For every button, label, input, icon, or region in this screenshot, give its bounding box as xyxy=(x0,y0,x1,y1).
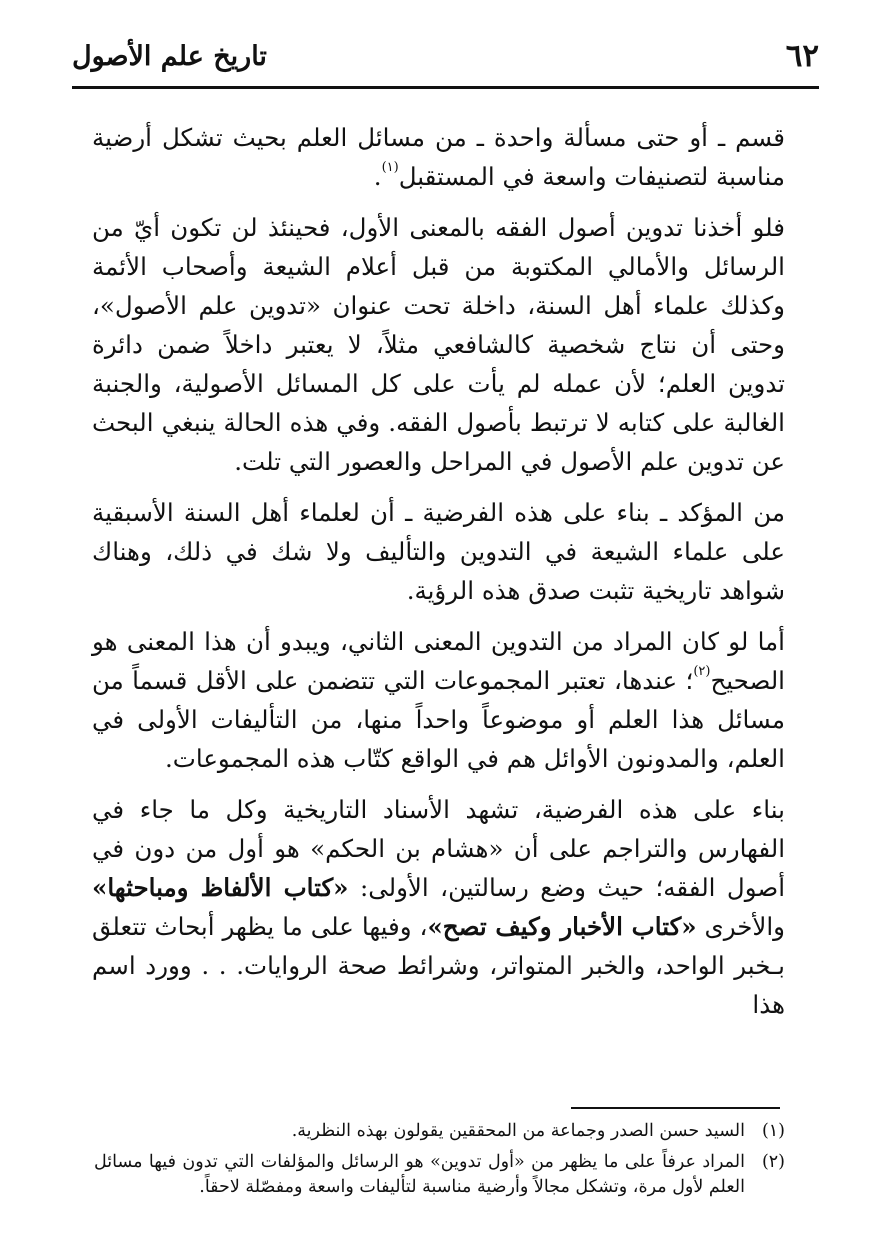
main-text xyxy=(92,118,785,1036)
header-rule xyxy=(72,86,819,89)
footnotes xyxy=(94,1119,785,1206)
footnote-reference-2: (٢) xyxy=(693,664,711,679)
book-title-alfaz: «كتاب الألفاظ ومباحثها» xyxy=(92,873,349,902)
paragraph-4-text: أما لو كان المراد من التدوين المعنى الثاني، ويبدو أن هذا المعنى هو الصحيح xyxy=(92,627,785,695)
paragraph-5-connector: والأخرى xyxy=(696,912,786,941)
paragraph-4-continuation: ؛ عندها، تعتبر المجموعات التي تتضمن على الأقل قسماً من مسائل هذا العلم أو موضوعاً واحداً منها، من التأليفات الأولى في العلم، والمدونون الأوائل هم في الواقع كتّاب هذه المجموعات. xyxy=(92,666,785,773)
paragraph-1-ending: . xyxy=(373,162,382,191)
footnote-text: السيد حسن الصدر وجماعة من المحققين يقولون بهذه النظرية. xyxy=(291,1121,745,1141)
paragraph-4 xyxy=(92,622,785,778)
footnote-item xyxy=(94,1119,785,1144)
footnote-item xyxy=(94,1150,785,1200)
paragraph-5-text: بناء على هذه الفرضية، تشهد الأسناد التاريخية وكل ما جاء في الفهارس والتراجم على أن «هشام بن الحكم» هو أول من دون في أصول الفقه؛ حيث وضع رسالتين، الأولى: xyxy=(92,795,785,902)
footnote-text: المراد عرفاً على ما يظهر من «أول تدوين» هو الرسائل والمؤلفات التي تدون فيها مسائل العلم لأول مرة، وتشكل مجالاً وأرضية مناسبة لتأليفات واسعة ومفصّلة لاحقاً. xyxy=(94,1152,745,1197)
running-title: تاريخ علم الأصول xyxy=(72,40,267,72)
paragraph-5-continuation: ، وفيها على ما يظهر أبحاث تتعلق بـخبر الواحد، والخبر المتواتر، وشرائط صحة الروايات. . . وورد اسم هذا xyxy=(92,912,785,1019)
footnote-number: (٢) xyxy=(761,1152,785,1172)
footnote-number: (١) xyxy=(761,1121,785,1141)
paragraph-5 xyxy=(92,790,785,1024)
paragraph-1 xyxy=(92,118,785,196)
paragraph-3: من المؤكد ـ بناء على هذه الفرضية ـ أن لعلماء أهل السنة الأسبقية على علماء الشيعة في التدوين والتأليف ولا شك في ذلك، وهناك شواهد تاريخية تثبت صدق هذه الرؤية. xyxy=(92,498,785,605)
footnote-reference-1: (١) xyxy=(381,160,399,175)
page-number: ٦٢ xyxy=(785,37,819,74)
footnote-separator xyxy=(571,1107,780,1109)
book-title-akhbar: «كتاب الأخبار وكيف تصح» xyxy=(427,912,697,941)
paragraph-1-text: قسم ـ أو حتى مسألة واحدة ـ من مسائل العلم بحيث تشكل أرضية مناسبة لتصنيفات واسعة في المستقبل xyxy=(92,123,785,191)
paragraph-2: فلو أخذنا تدوين أصول الفقه بالمعنى الأول، فحينئذ لن تكون أيّ من الرسائل والأمالي المكتوبة من قبل أعلام الشيعة وأصحاب الأئمة وكذلك علماء أهل السنة، داخلة تحت عنوان «تدوين علم الأصول»، وحتى أن نتاج شخصية كالشافعي مثلاً، لا يعتبر داخلاً ضمن دائرة تدوين العلم؛ لأن عمله لم يأت على كل المسائل الأصولية، والجنبة الغالبة على كتابه لا ترتبط بأصول الفقه. وفي هذه الحالة ينبغي البحث عن تدوين علم الأصول في المراحل والعصور التي تلت. xyxy=(92,213,785,476)
page-header xyxy=(72,28,819,84)
